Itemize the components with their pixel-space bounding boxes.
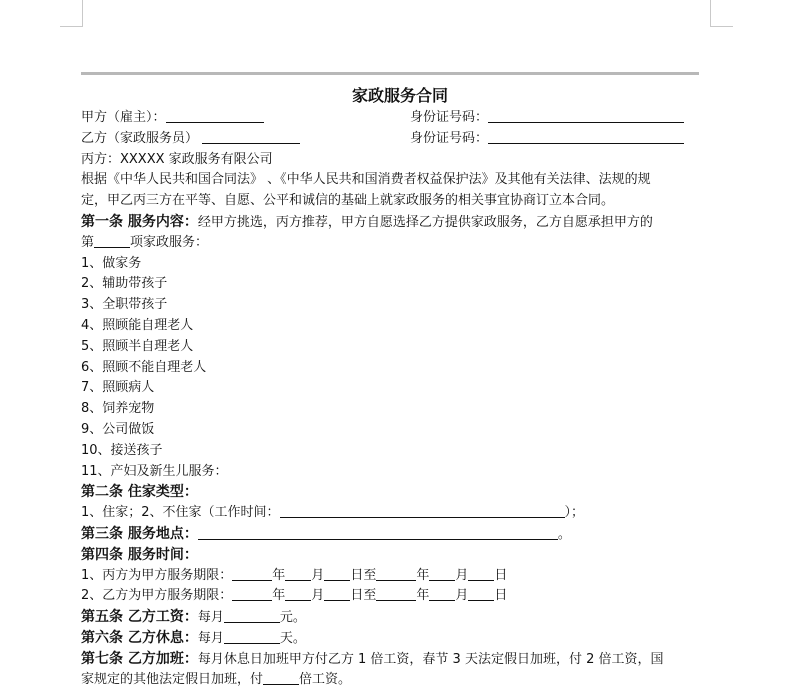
month-blank[interactable] (285, 566, 311, 581)
month-label: 月 (311, 588, 325, 604)
month-label: 月 (455, 588, 469, 604)
article-6-heading: 第六条 乙方休息： (81, 629, 198, 646)
year-label: 年 (416, 567, 430, 583)
list-item: 7、照顾病人 (81, 380, 155, 396)
article-6 (81, 628, 711, 649)
article-4-heading: 第四条 服务时间： (81, 546, 198, 563)
list-item: 3、全职带孩子 (81, 297, 168, 313)
article-7-text: 每月休息日加班甲方付乙方 1 倍工资，春节 3 天法定假日加班，付 2 倍工资，国 (197, 651, 664, 667)
day-label: 日 (494, 588, 508, 604)
overtime-multiplier-blank[interactable] (263, 670, 299, 685)
month-label: 月 (455, 567, 469, 583)
year-blank[interactable] (232, 566, 272, 581)
month-blank[interactable] (429, 586, 455, 601)
party-b-row (81, 129, 711, 150)
margin-corner-right (710, 0, 733, 27)
work-hours-blank[interactable] (280, 503, 565, 518)
month-blank[interactable] (429, 566, 455, 581)
article-5-heading: 第五条 乙方工资： (81, 609, 198, 626)
month-label: 月 (311, 567, 325, 583)
party-a-label: 甲方（雇主）： (81, 110, 166, 125)
article-1-suffix: 项家政服务： (130, 234, 209, 250)
id-a-blank[interactable] (488, 108, 684, 123)
contract-document (81, 84, 711, 690)
article-3 (81, 524, 711, 545)
party-b-blank[interactable] (202, 129, 300, 144)
day-label: 日 (494, 567, 508, 583)
party-b-label: 乙方（家政服务员） (81, 130, 199, 146)
preamble-line-1: 根据《中华人民共和国合同法》 、《中华人民共和国消费者权益保护法》及其他有关法律、法规的规 (81, 172, 651, 188)
article-5 (81, 607, 711, 628)
year-blank[interactable] (376, 566, 416, 581)
article-2-line (81, 503, 711, 524)
year-blank[interactable] (376, 586, 416, 601)
day-blank[interactable] (324, 566, 350, 581)
list-item: 4、照顾能自理老人 (81, 317, 194, 333)
article-1-text: 经甲方挑选，丙方推荐，甲方自愿选择乙方提供家政服务，乙方自愿承担甲方的 (197, 214, 653, 230)
article-7-line-2 (81, 670, 711, 691)
article-5-prefix: 每月 (197, 610, 224, 626)
list-item: 10、接送孩子 (81, 442, 163, 458)
page-title: 家政服务合同 (351, 86, 448, 105)
article-4-line-1 (81, 566, 711, 587)
article-1-prefix: 第 (81, 234, 95, 250)
party-a-row (81, 108, 711, 129)
margin-corner-left (60, 0, 83, 27)
list-item: 2、辅助带孩子 (81, 276, 168, 292)
article-4-line-2 (81, 586, 711, 607)
id-a-label: 身份证号码： (410, 110, 489, 125)
party-a-blank[interactable] (166, 108, 264, 123)
article-2-text: 1、住家；2、不住家（工作时间： (81, 505, 280, 521)
wage-blank[interactable] (224, 608, 280, 623)
article-7-heading: 第七条 乙方加班： (81, 650, 198, 667)
article-4-prefix: 1、丙方为甲方服务期限： (81, 567, 233, 583)
year-label: 年 (272, 567, 286, 583)
to-label: 日至 (350, 567, 377, 583)
article-2-heading: 第二条 住家类型： (81, 484, 198, 501)
list-item: 1、做家务 (81, 255, 142, 271)
day-blank[interactable] (468, 586, 494, 601)
year-blank[interactable] (232, 586, 272, 601)
to-label: 日至 (350, 588, 377, 604)
list-item: 11、产妇及新生儿服务： (81, 463, 228, 479)
article-1-line-2 (81, 233, 711, 254)
article-3-heading: 第三条 服务地点： (81, 525, 198, 542)
article-3-end: 。 (557, 526, 571, 542)
item-number-blank[interactable] (94, 233, 130, 248)
article-6-prefix: 每月 (197, 630, 224, 646)
day-blank[interactable] (324, 586, 350, 601)
article-2-end: ）； (564, 505, 585, 521)
service-location-blank[interactable] (198, 525, 558, 540)
year-label: 年 (416, 588, 430, 604)
id-b-label: 身份证号码： (410, 130, 489, 146)
article-7-prefix: 家规定的其他法定假日加班，付 (81, 671, 264, 687)
article-5-suffix: 元。 (279, 610, 306, 626)
header-rule (81, 72, 699, 75)
month-blank[interactable] (285, 586, 311, 601)
article-4-prefix: 2、乙方为甲方服务期限： (81, 588, 233, 604)
list-item: 8、饲养宠物 (81, 401, 155, 417)
article-1 (81, 212, 711, 233)
party-c-row: 丙方：XXXXX 家政服务有限公司 (81, 151, 273, 167)
year-label: 年 (272, 588, 286, 604)
article-7-suffix: 倍工资。 (299, 671, 352, 687)
article-7 (81, 649, 711, 670)
rest-days-blank[interactable] (224, 629, 280, 644)
article-1-heading: 第一条 服务内容： (81, 213, 198, 230)
article-6-suffix: 天。 (279, 630, 306, 646)
preamble-line-2: 定，甲乙丙三方在平等、自愿、公平和诚信的基础上就家政服务的相关事宜协商订立本合同。 (81, 193, 615, 209)
list-item: 9、公司做饭 (81, 421, 155, 437)
list-item: 6、照顾不能自理老人 (81, 359, 207, 375)
list-item: 5、照顾半自理老人 (81, 338, 194, 354)
id-b-blank[interactable] (488, 129, 684, 144)
day-blank[interactable] (468, 566, 494, 581)
